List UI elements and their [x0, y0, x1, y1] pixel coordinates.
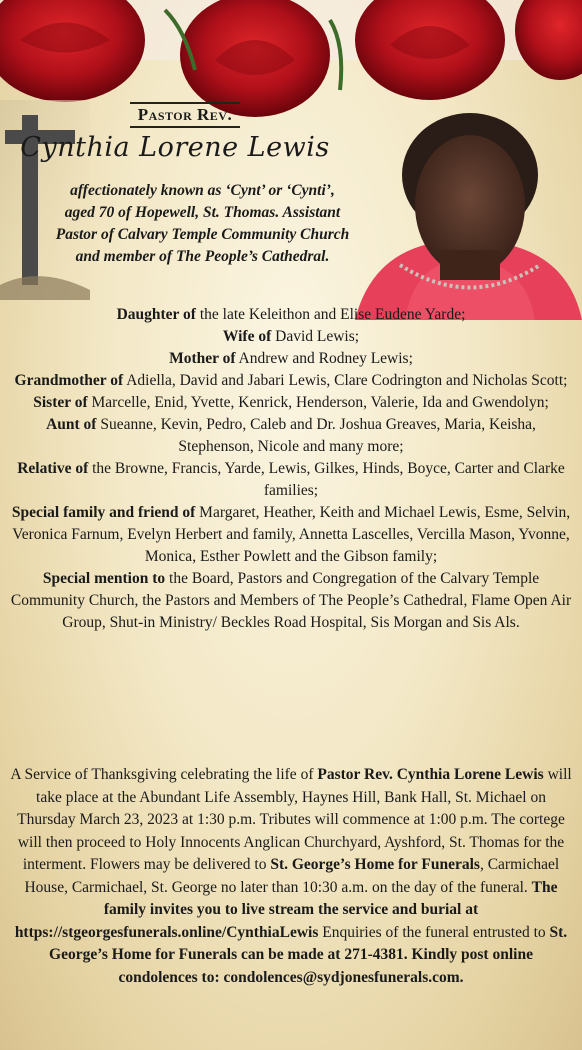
relation-label: Aunt of — [46, 416, 97, 433]
intro-text: affectionately known as ‘Cynt’ or ‘Cynti’, aged 70 of Hopewell, St. Thomas. Assistant Pastor of Calvary Temple Community Church and member of The People’s Cathedral. — [55, 182, 350, 265]
relation-text: the late Keleithon and Elise Eudene Yarde; — [195, 306, 466, 323]
contact-info: St. George’s Home for Funerals can be made at 271-4381. Kindly post online condolences to: condolences@sydjonesfunerals.com. — [49, 923, 568, 986]
relation-aunt — [10, 414, 572, 458]
service-text: A Service of Thanksgiving celebrating the life of — [10, 766, 318, 783]
relation-label: Special mention to — [42, 570, 166, 587]
pastor-title: Pastor Rev. — [130, 102, 240, 128]
relation-label: Relative of — [17, 460, 89, 477]
service-text: will take place at the Abundant Life Assembly, Haynes Hill, Bank Hall, St. Michael on Thursday March 23, 2023 at 1:30 p.m. Tributes will commence at 1:00 p.m. The cortege will then proceed to Holy Innocents Anglican Churchyard, Ayshford, St. Thomas for the interment. Flowers may be delivered to — [17, 766, 572, 873]
relation-text: Margaret, Heather, Keith and Michael Lewis, Esme, Selvin, Veronica Farnum, Evelyn Herbert and family, Annetta Lascelles, Vercilla Mason, Yvonne, Monica, Esther Powlett and the Gibson family; — [12, 504, 571, 565]
relation-label: Grandmother of — [14, 372, 124, 389]
relation-daughter — [10, 304, 572, 326]
service-text: Enquiries of the funeral entrusted to — [318, 923, 550, 941]
service-bold-name: Pastor Rev. Cynthia Lorene Lewis — [317, 766, 544, 783]
obituary-header — [20, 102, 350, 163]
relation-text: Andrew and Rodney Lewis; — [235, 350, 413, 367]
relation-wife — [10, 326, 572, 348]
portrait-photo — [345, 80, 582, 320]
relation-grandmother — [10, 370, 572, 392]
service-text: , Carmichael House, Carmichael, St. George no later than 10:30 a.m. on the day of the funeral. — [24, 856, 560, 896]
service-details — [10, 764, 572, 989]
livestream-link[interactable]: The family invites you to live stream the service and burial at https://stgeorgesfunerals.online/CynthiaLewis — [14, 878, 558, 941]
relation-text: the Board, Pastors and Congregation of the Calvary Temple Community Church, the Pastors and Members of The People’s Cathedral, Flame Open Air Group, Shut-in Ministry/ Beckles Road Hospital, Sis Morgan and Sis Als. — [10, 570, 572, 631]
relation-text: the Browne, Francis, Yarde, Lewis, Gilkes, Hinds, Boyce, Carter and Clarke families; — [88, 460, 565, 499]
relation-special-mention — [10, 568, 572, 634]
relation-label: Daughter of — [116, 306, 196, 323]
deceased-name: Cynthia Lorene Lewis — [20, 132, 330, 163]
relation-label: Mother of — [169, 350, 236, 367]
relation-text: Sueanne, Kevin, Pedro, Caleb and Dr. Joshua Greaves, Maria, Keisha, Stephenson, Nicole and many more; — [96, 416, 536, 455]
relation-text: David Lewis; — [271, 328, 360, 345]
funeral-home-name: St. George’s Home for Funerals — [270, 856, 480, 873]
relation-sister — [10, 392, 572, 414]
relation-text: Adiella, David and Jabari Lewis, Clare Codrington and Nicholas Scott; — [123, 372, 568, 389]
relation-label: Special family and friend of — [11, 504, 196, 521]
relation-label: Wife of — [222, 328, 272, 345]
relation-special-family — [10, 502, 572, 568]
relation-text: Marcelle, Enid, Yvette, Kenrick, Henderson, Valerie, Ida and Gwendolyn; — [87, 394, 549, 411]
relation-label: Sister of — [33, 394, 88, 411]
relation-relative — [10, 458, 572, 502]
relation-mother — [10, 348, 572, 370]
relations-list — [10, 304, 572, 634]
